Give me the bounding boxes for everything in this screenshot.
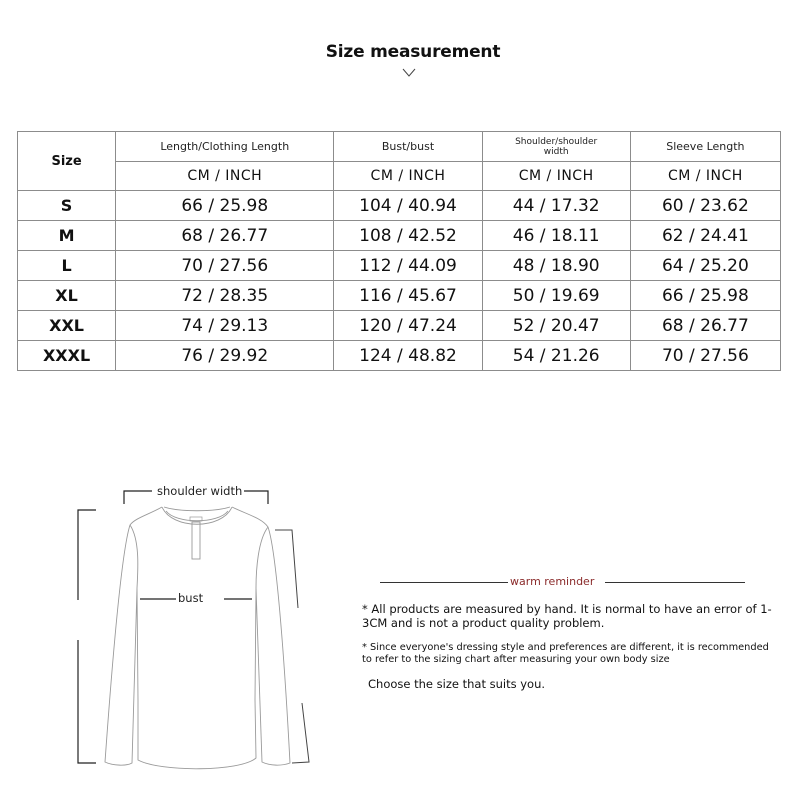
reminder-note-measurement-error: * All products are measured by hand. It is normal to have an error of 1-3CM and is not a product quality problem. <box>362 602 772 630</box>
column-header-shoulder-label: Shoulder/shoulder width <box>515 136 598 157</box>
table-row <box>18 281 781 311</box>
table-row <box>18 221 781 251</box>
shoulder-cell: 54 / 21.26 <box>482 341 630 371</box>
sleeve-cell: 62 / 24.41 <box>630 221 780 251</box>
shoulder-width-label: shoulder width <box>157 484 243 498</box>
sleeve-cell: 60 / 23.62 <box>630 191 780 221</box>
length-cell: 76 / 29.92 <box>116 341 334 371</box>
size-cell: XXL <box>18 311 116 341</box>
unit-label: CM / INCH <box>482 162 630 191</box>
size-cell: XL <box>18 281 116 311</box>
table-row <box>18 191 781 221</box>
sleeve-cell: 66 / 25.98 <box>630 281 780 311</box>
column-header-sleeve: Sleeve Length <box>630 132 780 162</box>
shoulder-cell: 52 / 20.47 <box>482 311 630 341</box>
sleeve-length-bracket <box>275 530 309 763</box>
length-cell: 68 / 26.77 <box>116 221 334 251</box>
unit-label: CM / INCH <box>116 162 334 191</box>
bust-cell: 124 / 48.82 <box>334 341 482 371</box>
divider-right <box>605 582 745 583</box>
bust-cell: 104 / 40.94 <box>334 191 482 221</box>
bust-cell: 112 / 44.09 <box>334 251 482 281</box>
divider-left <box>380 582 508 583</box>
length-cell: 70 / 27.56 <box>116 251 334 281</box>
length-cell: 74 / 29.13 <box>116 311 334 341</box>
sleeve-cell: 70 / 27.56 <box>630 341 780 371</box>
size-cell: M <box>18 221 116 251</box>
column-header-length: Length/Clothing Length <box>116 132 334 162</box>
column-header-shoulder <box>482 132 630 162</box>
page-title: Size measurement <box>325 42 501 62</box>
bust-cell: 116 / 45.67 <box>334 281 482 311</box>
chevron-down-icon <box>402 68 416 78</box>
size-chart-table <box>17 131 781 371</box>
reminder-closing: Choose the size that suits you. <box>368 677 546 691</box>
unit-label: CM / INCH <box>334 162 482 191</box>
length-cell: 72 / 28.35 <box>116 281 334 311</box>
bust-cell: 108 / 42.52 <box>334 221 482 251</box>
table-unit-row <box>18 162 781 191</box>
reminder-note-sizing-advice: * Since everyone's dressing style and preferences are different, it is recommended to refer to the sizing chart after measuring your own body size <box>362 642 769 665</box>
shoulder-cell: 48 / 18.90 <box>482 251 630 281</box>
size-cell: L <box>18 251 116 281</box>
table-row <box>18 251 781 281</box>
length-bracket <box>78 510 96 763</box>
table-row <box>18 341 781 371</box>
bust-label: bust <box>178 591 204 605</box>
reminder-title: warm reminder <box>510 575 595 588</box>
shoulder-cell: 50 / 19.69 <box>482 281 630 311</box>
length-cell: 66 / 25.98 <box>116 191 334 221</box>
sleeve-cell: 68 / 26.77 <box>630 311 780 341</box>
shirt-measurement-diagram <box>0 470 340 800</box>
size-column-header: Size <box>18 132 116 191</box>
shoulder-cell: 44 / 17.32 <box>482 191 630 221</box>
table-header-row <box>18 132 781 162</box>
size-cell: S <box>18 191 116 221</box>
shoulder-cell: 46 / 18.11 <box>482 221 630 251</box>
table-row <box>18 311 781 341</box>
sleeve-cell: 64 / 25.20 <box>630 251 780 281</box>
shirt-outline <box>105 507 290 769</box>
size-cell: XXXL <box>18 341 116 371</box>
bust-cell: 120 / 47.24 <box>334 311 482 341</box>
unit-label: CM / INCH <box>630 162 780 191</box>
shirt-illustration <box>0 470 340 800</box>
column-header-bust: Bust/bust <box>334 132 482 162</box>
